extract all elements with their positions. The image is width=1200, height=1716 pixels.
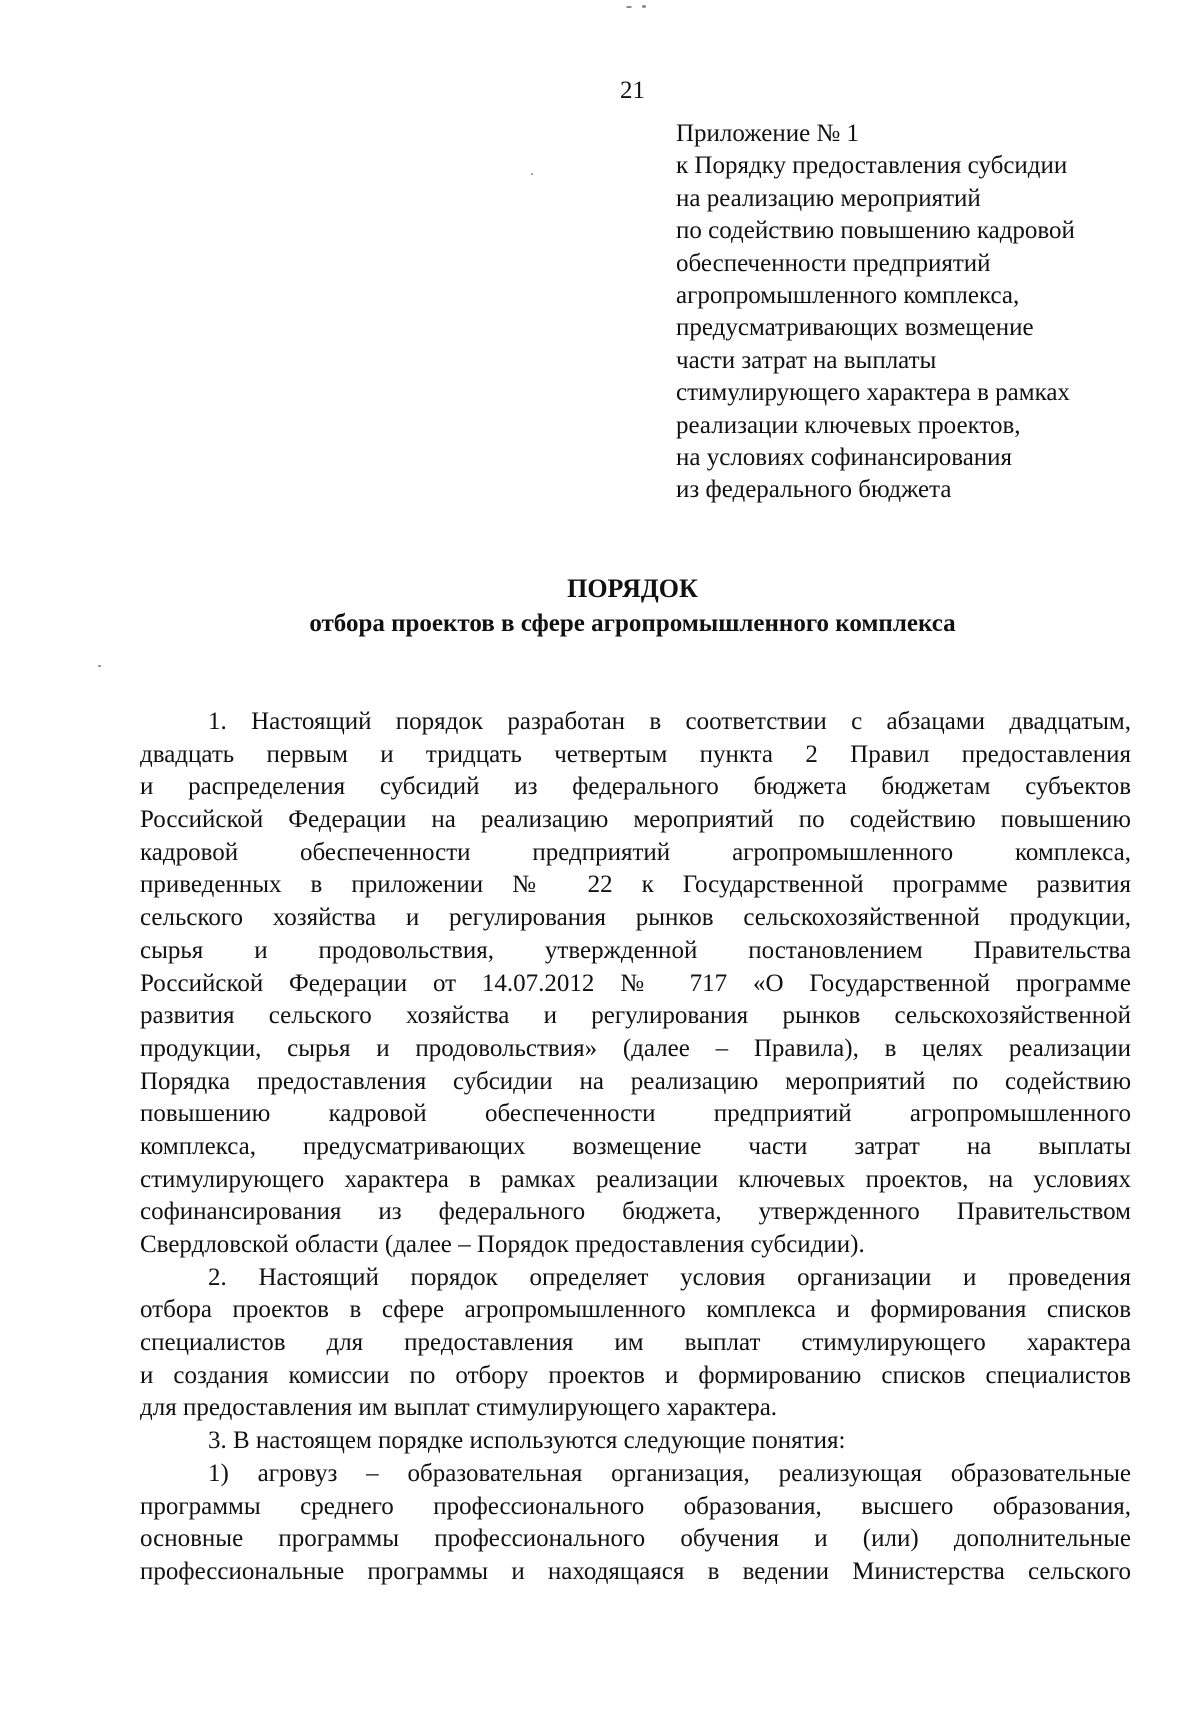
appendix-block (676, 118, 1176, 507)
paragraph-1-line: Российской Федерации на реализацию мероприятий по содействию повышению (140, 806, 1131, 834)
appendix-line: Приложение № 1 (676, 120, 860, 147)
scan-speck (626, 6, 632, 8)
appendix-line: на реализацию мероприятий (676, 184, 981, 212)
paragraph-2-line: 2. Настоящий порядок определяет условия организации и проведения (208, 1263, 1131, 1291)
paragraph-1-line: Свердловской области (далее – Порядок предоставления субсидии). (140, 1231, 865, 1258)
appendix-line: предусматривающих возмещение (676, 314, 1034, 342)
paragraph-1-line: Российской Федерации от 14.07.2012 № 717 «О Государственной программе (140, 969, 1131, 997)
paragraph-1-line: приведенных в приложении № 22 к Государственной программе развития (140, 871, 1131, 899)
paragraph-2-line: отбора проектов в сфере агропромышленного комплекса и формирования списков (140, 1296, 1131, 1324)
paragraph-2-line: специалистов для предоставления им выплат стимулирующего характера (140, 1329, 1131, 1357)
paragraph-1-line: сельского хозяйства и регулирования рынков сельскохозяйственной продукции, (140, 904, 1131, 932)
appendix-line: из федерального бюджета (676, 476, 952, 504)
paragraph-2-line: для предоставления им выплат стимулирующего характера. (140, 1394, 778, 1422)
paragraph-1-line: сырья и продовольствия, утвержденной постановлением Правительства (140, 936, 1131, 964)
paragraph-1-line: Порядка предоставления субсидии на реализацию мероприятий по содействию (140, 1067, 1131, 1095)
scan-speck (642, 5, 646, 8)
document-body (140, 706, 1131, 1589)
paragraph-1-line: двадцать первым и тридцать четвертым пункта 2 Правил предоставления (140, 740, 1131, 768)
paragraph-3-1-line: 1) агровуз – образовательная организация, реализующая образовательные (208, 1459, 1131, 1487)
scan-speck (98, 665, 101, 667)
paragraph-1-line: продукции, сырья и продовольствия» (далее – Правила), в целях реализации (140, 1034, 1131, 1062)
document-subtitle: отбора проектов в сфере агропромышленного комплекса (309, 610, 956, 637)
appendix-line: к Порядку предоставления субсидии (676, 152, 1068, 180)
paragraph-1-line: стимулирующего характера в рамках реализации ключевых проектов, на условиях (140, 1165, 1131, 1193)
paragraph-1-line: кадровой обеспеченности предприятий агропромышленного комплекса, (140, 838, 1131, 866)
appendix-line: части затрат на выплаты (676, 346, 937, 374)
paragraph-1-line: софинансирования из федерального бюджета, утвержденного Правительством (140, 1198, 1131, 1226)
paragraph-1-line: 1. Настоящий порядок разработан в соответствии с абзацами двадцатым, (208, 708, 1131, 735)
document-title: ПОРЯДОК (567, 574, 698, 603)
paragraph-3-line: 3. В настоящем порядке используются следующие понятия: (208, 1427, 846, 1455)
scan-speck (531, 173, 533, 175)
paragraph-1-line: комплекса, предусматривающих возмещение части затрат на выплаты (140, 1132, 1131, 1160)
paragraph-1-line: повышению кадровой обеспеченности предприятий агропромышленного (140, 1100, 1131, 1128)
paragraph-3-1-line: профессиональные программы и находящаяся в ведении Министерства сельского (140, 1557, 1131, 1585)
appendix-line: стимулирующего характера в рамках (676, 379, 1070, 407)
paragraph-2-line: и создания комиссии по отбору проектов и формированию списков специалистов (140, 1361, 1131, 1389)
paragraph-3-1-line: основные программы профессионального обучения и (или) дополнительные (140, 1525, 1131, 1553)
appendix-line: по содействию повышению кадровой (676, 217, 1075, 245)
paragraph-1-line: развития сельского хозяйства и регулирования рынков сельскохозяйственной (140, 1002, 1131, 1030)
page-number: 21 (620, 77, 645, 104)
appendix-line: на условиях софинансирования (676, 444, 1013, 472)
appendix-line: агропромышленного комплекса, (676, 282, 1020, 310)
paragraph-3-1-line: программы среднего профессионального образования, высшего образования, (140, 1492, 1131, 1520)
paragraph-1-line: и распределения субсидий из федерального бюджета бюджетам субъектов (140, 773, 1131, 801)
appendix-line: обеспеченности предприятий (676, 249, 991, 277)
appendix-line: реализации ключевых проектов, (676, 411, 1021, 439)
